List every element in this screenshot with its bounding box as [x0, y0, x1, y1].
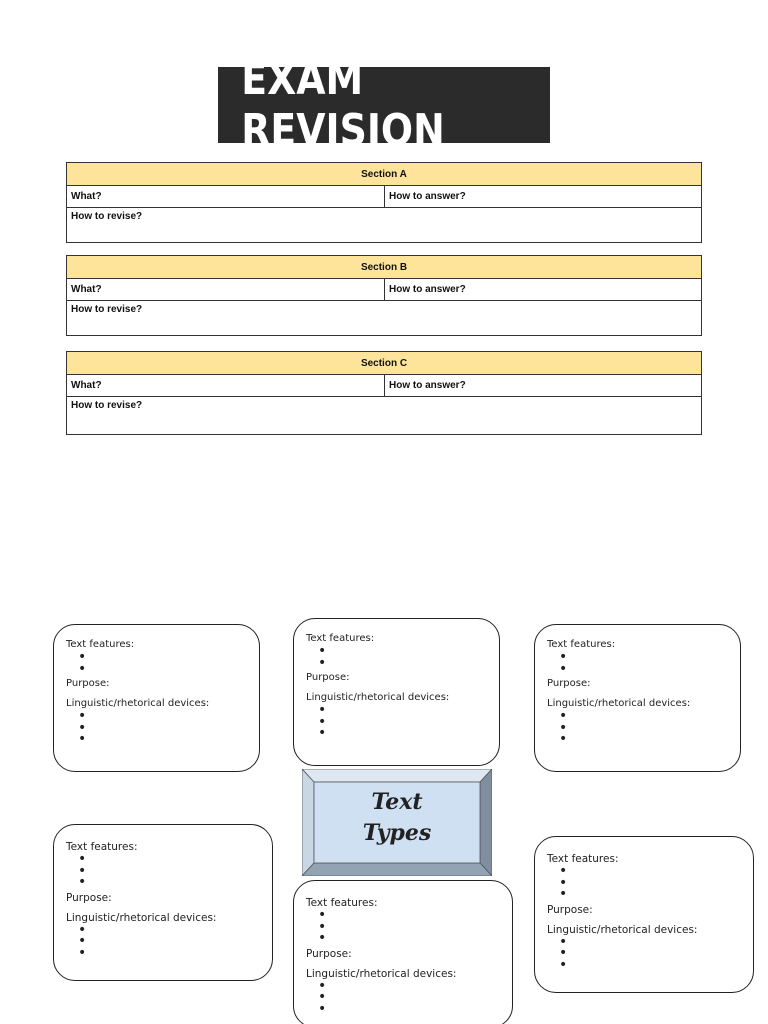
text-type-card	[534, 624, 741, 772]
text-features-label: Text features:	[306, 897, 378, 909]
purpose-label: Purpose:	[306, 947, 352, 960]
purpose-label: Purpose:	[66, 678, 110, 689]
purpose-label: Purpose:	[306, 672, 350, 683]
text-types-label-box	[302, 769, 492, 876]
text-type-card	[53, 624, 260, 772]
section-header: Section A	[67, 163, 702, 186]
devices-label: Linguistic/rhetorical devices:	[66, 911, 217, 924]
text-types-line-1: Text	[371, 789, 423, 815]
section-c-table	[66, 351, 702, 435]
text-features-label: Text features:	[547, 639, 616, 650]
bullet-list	[78, 854, 260, 889]
devices-label: Linguistic/rhetorical devices:	[306, 967, 457, 980]
bullet-list	[559, 937, 741, 972]
bullet-list	[559, 711, 728, 746]
devices-label: Linguistic/rhetorical devices:	[547, 698, 691, 709]
bullet-list	[78, 925, 260, 960]
text-type-card	[534, 836, 754, 993]
section-header: Section B	[67, 256, 702, 279]
bullet-list	[78, 652, 247, 675]
bullet-list	[318, 705, 487, 740]
how-to-answer-cell: How to answer?	[385, 186, 702, 208]
text-type-card	[53, 824, 273, 981]
bullet-list	[559, 652, 728, 675]
text-type-card	[293, 880, 513, 1024]
how-to-revise-cell: How to revise?	[67, 397, 702, 435]
devices-label: Linguistic/rhetorical devices:	[547, 923, 698, 936]
how-to-revise-cell: How to revise?	[67, 208, 702, 243]
purpose-label: Purpose:	[66, 891, 112, 904]
text-features-label: Text features:	[547, 853, 619, 865]
how-to-answer-cell: How to answer?	[385, 279, 702, 301]
text-features-label: Text features:	[66, 841, 138, 853]
what-cell: What?	[67, 279, 385, 301]
what-cell: What?	[67, 375, 385, 397]
devices-label: Linguistic/rhetorical devices:	[66, 698, 210, 709]
text-features-label: Text features:	[66, 639, 135, 650]
bullet-list	[559, 866, 741, 901]
how-to-revise-cell: How to revise?	[67, 301, 702, 336]
text-types-line-2: Types	[362, 820, 432, 846]
section-a-table	[66, 162, 702, 243]
title-banner	[218, 54, 550, 156]
section-b-table	[66, 255, 702, 336]
devices-label: Linguistic/rhetorical devices:	[306, 692, 450, 703]
page-title: EXAM REVISION	[241, 54, 445, 156]
purpose-label: Purpose:	[547, 903, 593, 916]
purpose-label: Purpose:	[547, 678, 591, 689]
bullet-list	[318, 910, 500, 945]
text-features-label: Text features:	[306, 633, 375, 644]
how-to-answer-cell: How to answer?	[385, 375, 702, 397]
what-cell: What?	[67, 186, 385, 208]
text-type-card	[293, 618, 500, 766]
bullet-list	[318, 646, 487, 669]
bullet-list	[78, 711, 247, 746]
section-header: Section C	[67, 352, 702, 375]
bullet-list	[318, 981, 500, 1016]
